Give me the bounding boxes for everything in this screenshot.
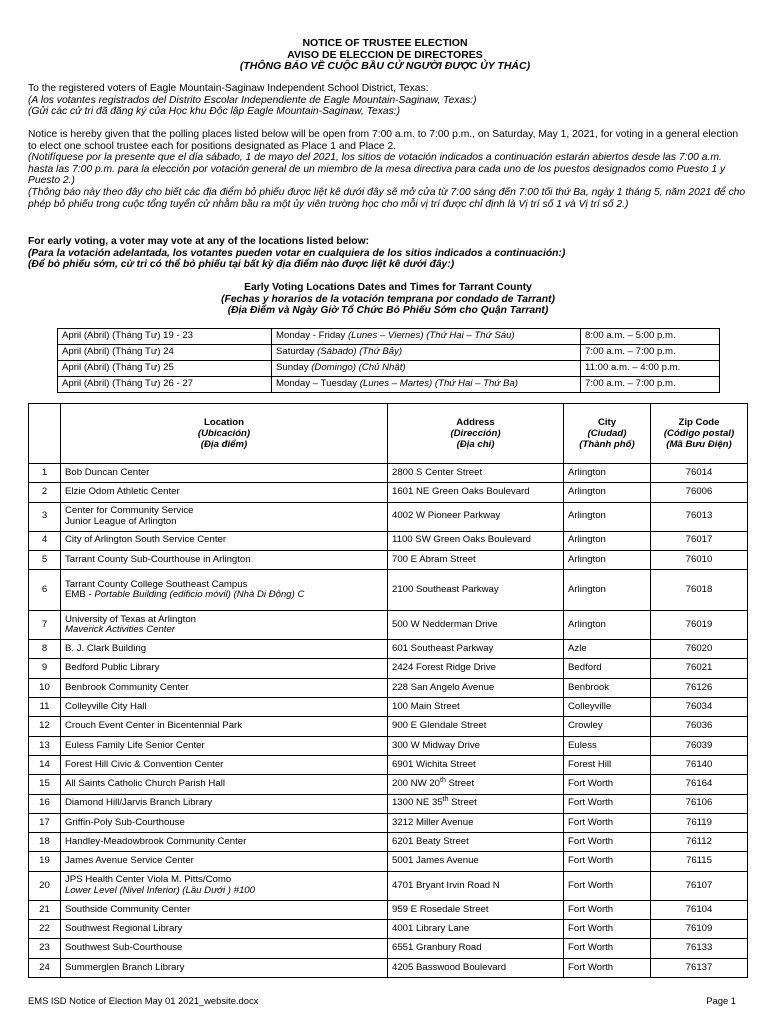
location-name-cell [61,736,388,755]
location-name: Crouch Event Center in Bicentennial Park [65,720,243,732]
location-name-cell [61,531,388,550]
location-name: Southside Community Center [65,903,191,915]
location-name: Southwest Sub-Courthouse [65,942,183,954]
location-name-cell [61,813,388,832]
date-cell: April (Abril) (Tháng Tư) 26 - 27 [58,377,272,393]
notice-en: Notice is hereby given that the polling places listed below will be open from 7:00 a.m. to 7:00 p.m., on Saturday, May 1, 2021, for voting in a general election to elect one school trustee each for positions designated as Place 1 and Place 2. [28,129,739,152]
row-number: 9 [29,659,61,678]
table-row [29,794,748,813]
zip-cell: 76010 [651,550,748,569]
city-cell: Forest Hill [564,755,651,774]
city-cell: Bedford [564,659,651,678]
header-address: Address (Dirección) (Địa chỉ) [388,404,564,464]
location-name: Center for Community Service [65,505,194,517]
dates-title [28,282,748,317]
city-cell: Fort Worth [564,920,651,939]
location-name: Summerglen Branch Library [65,961,185,973]
location-name: University of Texas at Arlington [65,613,196,625]
hours-cell: 7:00 a.m. – 7:00 p.m. [581,345,720,361]
city-cell: Fort Worth [564,871,651,900]
zip-cell: 76104 [651,900,748,919]
zip-cell: 76115 [651,852,748,871]
zip-cell: 76020 [651,640,748,659]
row-number: 4 [29,531,61,550]
location-name: JPS Health Center Viola M. Pitts/Como [65,874,232,886]
row-number: 8 [29,640,61,659]
location-name: Griffin-Poly Sub-Courthouse [65,816,185,828]
dates-row [58,361,720,377]
header-zip: Zip Code (Código postal) (Mã Bưu Điện) [651,404,748,464]
address-cell: 4701 Bryant Irvin Road N [388,871,564,900]
dates-row [58,377,720,393]
zip-cell: 76019 [651,611,748,640]
table-row [29,920,748,939]
address-to [28,83,748,118]
address-cell: 6551 Granbury Road [388,939,564,958]
location-name: Tarrant County Sub-Courthouse in Arlington [65,553,251,565]
early-voting-locations-table [28,403,748,978]
table-row [29,640,748,659]
location-name-cell [61,464,388,483]
table-row [29,813,748,832]
location-name-cell [61,678,388,697]
title-es: AVISO DE ELECCION DE DIRECTORES [287,48,483,61]
notice-paragraph [28,129,748,210]
date-cell: April (Abril) (Tháng Tư) 19 - 23 [58,329,272,345]
row-number: 13 [29,736,61,755]
zip-cell: 76021 [651,659,748,678]
location-name-cell [61,483,388,502]
row-number: 10 [29,678,61,697]
zip-cell: 76107 [651,871,748,900]
zip-cell: 76119 [651,813,748,832]
zip-cell: 76006 [651,483,748,502]
city-cell: Arlington [564,570,651,611]
city-cell: Fort Worth [564,775,651,794]
footer-filename: EMS ISD Notice of Election May 01 2021_website.docx [28,995,259,1006]
days-plain: Monday - Friday [276,330,348,342]
location-name-cell [61,717,388,736]
city-cell: Azle [564,640,651,659]
address-to-es: (A los votantes registrados del Distrito Escolar Independiente de Eagle Mountain-Saginaw, Texas:) [28,94,477,106]
location-name-cell [61,852,388,871]
days-italic: (Sábado) (Thứ Bảy) [317,346,403,358]
zip-cell: 76039 [651,736,748,755]
location-name: Southwest Regional Library [65,922,183,934]
address-cell: 2424 Forest Ridge Drive [388,659,564,678]
early-voting-es: (Para la votación adelantada, los votantes pueden votar en cualquiera de los sitios indicados a continuación:) [28,247,566,259]
location-name: B. J. Clark Building [65,643,147,655]
location-name: Benbrook Community Center [65,681,189,693]
days-cell [272,329,581,345]
table-row [29,958,748,977]
hours-cell: 11:00 a.m. – 4:00 p.m. [581,361,720,377]
hours-cell: 7:00 a.m. – 7:00 p.m. [581,377,720,393]
row-number: 19 [29,852,61,871]
row-number: 17 [29,813,61,832]
early-voting-paragraph [28,236,748,271]
address-cell: 4205 Basswood Boulevard [388,958,564,977]
city-cell: Benbrook [564,678,651,697]
table-row [29,502,748,531]
table-row [29,483,748,502]
address-cell: 2100 Southeast Parkway [388,570,564,611]
table-header-row [29,404,748,464]
city-cell: Colleyville [564,698,651,717]
table-row [29,678,748,697]
city-cell: Fort Worth [564,852,651,871]
zip-cell: 76036 [651,717,748,736]
location-name-cell [61,900,388,919]
zip-cell: 76112 [651,833,748,852]
days-italic: (Domingo) (Chủ Nhật) [311,362,406,374]
row-number: 2 [29,483,61,502]
city-cell: Arlington [564,611,651,640]
row-number: 21 [29,900,61,919]
zip-cell: 76034 [651,698,748,717]
location-name-cell [61,611,388,640]
address-cell: 6201 Beaty Street [388,833,564,852]
location-name: Bob Duncan Center [65,466,150,478]
city-cell: Arlington [564,550,651,569]
location-name-cell [61,755,388,774]
location-name-secondary: Lower Level (Nivel Inferior) (Lầu Dưới ) #100 [65,884,255,896]
zip-cell: 76018 [651,570,748,611]
early-voting-vi: (Để bỏ phiếu sớm, cử tri có thể bỏ phiếu tại bất kỳ địa điểm nào được liệt kê dưới đây:) [28,259,455,271]
zip-cell: 76126 [651,678,748,697]
location-name-cell [61,871,388,900]
zip-cell: 76013 [651,502,748,531]
dates-row [58,345,720,361]
row-number: 12 [29,717,61,736]
city-cell: Crowley [564,717,651,736]
row-number: 23 [29,939,61,958]
address-cell: 3212 Miller Avenue [388,813,564,832]
row-number: 15 [29,775,61,794]
row-number: 18 [29,833,61,852]
row-number: 14 [29,755,61,774]
table-row [29,900,748,919]
row-number: 3 [29,502,61,531]
address-cell: 100 Main Street [388,698,564,717]
location-name-cell [61,833,388,852]
table-row [29,698,748,717]
city-cell: Fort Worth [564,939,651,958]
city-cell: Arlington [564,464,651,483]
footer-page-number: Page 1 [706,995,736,1006]
location-name-cell [61,659,388,678]
city-cell: Arlington [564,483,651,502]
early-voting-dates-table [57,328,720,393]
address-cell: 900 E Glendale Street [388,717,564,736]
table-row [29,939,748,958]
location-name: Euless Family Life Senior Center [65,739,205,751]
city-cell: Fort Worth [564,794,651,813]
location-name-cell [61,920,388,939]
location-name: Forest Hill Civic & Convention Center [65,758,224,770]
location-name: James Avenue Service Center [65,855,194,867]
dates-title-en: Early Voting Locations Dates and Times for Tarrant County [244,282,532,293]
row-number: 20 [29,871,61,900]
city-cell: Arlington [564,531,651,550]
row-number: 1 [29,464,61,483]
days-cell [272,345,581,361]
table-row [29,659,748,678]
table-row [29,736,748,755]
city-cell: Fort Worth [564,813,651,832]
hours-cell: 8:00 a.m. – 5:00 p.m. [581,329,720,345]
days-cell [272,377,581,393]
location-name-cell [61,794,388,813]
title-vi: (THÔNG BÁO VỀ CUỘC BẦU CỬ NGƯỜI ĐƯỢC ỦY THÁC) [239,60,531,72]
location-name-secondary: Junior League of Arlington [65,515,177,527]
location-name-secondary: Maverick Activities Center [65,624,175,636]
location-name-cell [61,775,388,794]
notice-es: (Notifíquese por la presente que el día sábado, 1 de mayo del 2021, los sitios de votación indicados a continuación estarán abiertos desde las 7:00 a.m. hasta las 7:00 p.m. para la elección por votación general de un miembro de la mesa directiva para cada uno de los puestos designados como Puesto 1 y Puesto 2.) [28,152,726,187]
row-number: 6 [29,570,61,611]
table-row [29,871,748,900]
address-cell: 601 Southeast Parkway [388,640,564,659]
title-en: NOTICE OF TRUSTEE ELECTION [302,37,468,49]
days-plain: Saturday [276,346,318,358]
location-name-cell [61,698,388,717]
location-name-cell [61,550,388,569]
dates-row [58,329,720,345]
address-cell: 6901 Wichita Street [388,755,564,774]
table-row [29,755,748,774]
address-to-vi: (Gửi các cử tri đã đăng ký của Học khu Độc lập Eagle Mountain-Saginaw, Texas:) [28,106,401,118]
table-row [29,775,748,794]
address-cell: 200 NW 20th Street [388,775,564,794]
zip-cell: 76140 [651,755,748,774]
location-name-secondary: EMB - Portable Building (edificio móvil) (Nhà Di Động) C [65,589,305,601]
location-name: Elzie Odom Athletic Center [65,486,180,498]
address-cell: 700 E Abram Street [388,550,564,569]
location-name: Diamond Hill/Jarvis Branch Library [65,797,213,809]
location-name: Colleyville City Hall [65,700,147,712]
address-cell: 1100 SW Green Oaks Boulevard [388,531,564,550]
address-cell: 4001 Library Lane [388,920,564,939]
address-cell: 2800 S Center Street [388,464,564,483]
location-name: Tarrant County College Southeast Campus [65,578,248,590]
address-cell: 300 W Midway Drive [388,736,564,755]
dates-title-vi: (Địa Điểm và Ngày Giờ Tổ Chức Bỏ Phiếu Sớm cho Quận Tarrant) [227,305,549,317]
table-row [29,550,748,569]
dates-title-es: (Fechas y horarios de la votación temprana por condado de Tarrant) [221,293,555,305]
location-name: Bedford Public Library [65,662,160,674]
document-header [0,38,770,73]
city-cell: Fort Worth [564,833,651,852]
address-cell: 500 W Nedderman Drive [388,611,564,640]
days-italic: (Lunes – Viernes) (Thứ Hai – Thứ Sáu) [347,330,515,342]
table-row [29,611,748,640]
days-plain: Sunday [276,362,312,374]
table-row [29,717,748,736]
address-cell: 959 E Rosedale Street [388,900,564,919]
zip-cell: 76017 [651,531,748,550]
location-name-cell [61,570,388,611]
zip-cell: 76109 [651,920,748,939]
address-to-en: To the registered voters of Eagle Mountain-Saginaw Independent School District, Texas: [28,83,429,94]
address-cell: 1300 NE 35th Street [388,794,564,813]
location-name: All Saints Catholic Church Parish Hall [65,778,225,790]
table-row [29,852,748,871]
table-row [29,833,748,852]
days-plain: Monday – Tuesday [276,378,360,390]
table-row [29,570,748,611]
location-name: Handley-Meadowbrook Community Center [65,836,247,848]
zip-cell: 76137 [651,958,748,977]
location-name-cell [61,640,388,659]
zip-cell: 76014 [651,464,748,483]
location-name-cell [61,958,388,977]
early-voting-en: For early voting, a voter may vote at any of the locations listed below: [28,236,370,247]
row-number: 11 [29,698,61,717]
zip-cell: 76164 [651,775,748,794]
header-location: Location (Ubicación) (Địa điểm) [61,404,388,464]
city-cell: Fort Worth [564,900,651,919]
date-cell: April (Abril) (Tháng Tư) 24 [58,345,272,361]
row-number: 7 [29,611,61,640]
table-row [29,464,748,483]
notice-vi: (Thông báo này theo đây cho biết các địa điểm bỏ phiếu được liệt kê dưới đây sẽ mở cửa từ 7:00 sáng đến 7:00 tối thứ Ba, ngày 1 tháng 5, năm 2021 để cho phép bỏ phiếu trong cuộc tổng tuyển cử nhằm bầu ra một ủy viên trường học cho mỗi vị trí được chỉ định là Vị trí số 1 và Vị trí số 2.) [28,186,746,210]
date-cell: April (Abril) (Tháng Tư) 25 [58,361,272,377]
row-number: 16 [29,794,61,813]
zip-cell: 76133 [651,939,748,958]
days-cell [272,361,581,377]
days-italic: (Lunes – Martes) (Thứ Hai – Thứ Ba) [359,378,518,390]
row-number: 22 [29,920,61,939]
row-number: 24 [29,958,61,977]
address-cell: 228 San Angelo Avenue [388,678,564,697]
location-name: City of Arlington South Service Center [65,534,227,546]
zip-cell: 76106 [651,794,748,813]
row-number: 5 [29,550,61,569]
header-number [29,404,61,464]
address-cell: 1601 NE Green Oaks Boulevard [388,483,564,502]
table-row [29,531,748,550]
address-cell: 5001 James Avenue [388,852,564,871]
address-cell: 4002 W Pioneer Parkway [388,502,564,531]
location-name-cell [61,502,388,531]
city-cell: Fort Worth [564,958,651,977]
header-city: City (Ciudad) (Thành phố) [564,404,651,464]
location-name-cell [61,939,388,958]
city-cell: Arlington [564,502,651,531]
city-cell: Euless [564,736,651,755]
